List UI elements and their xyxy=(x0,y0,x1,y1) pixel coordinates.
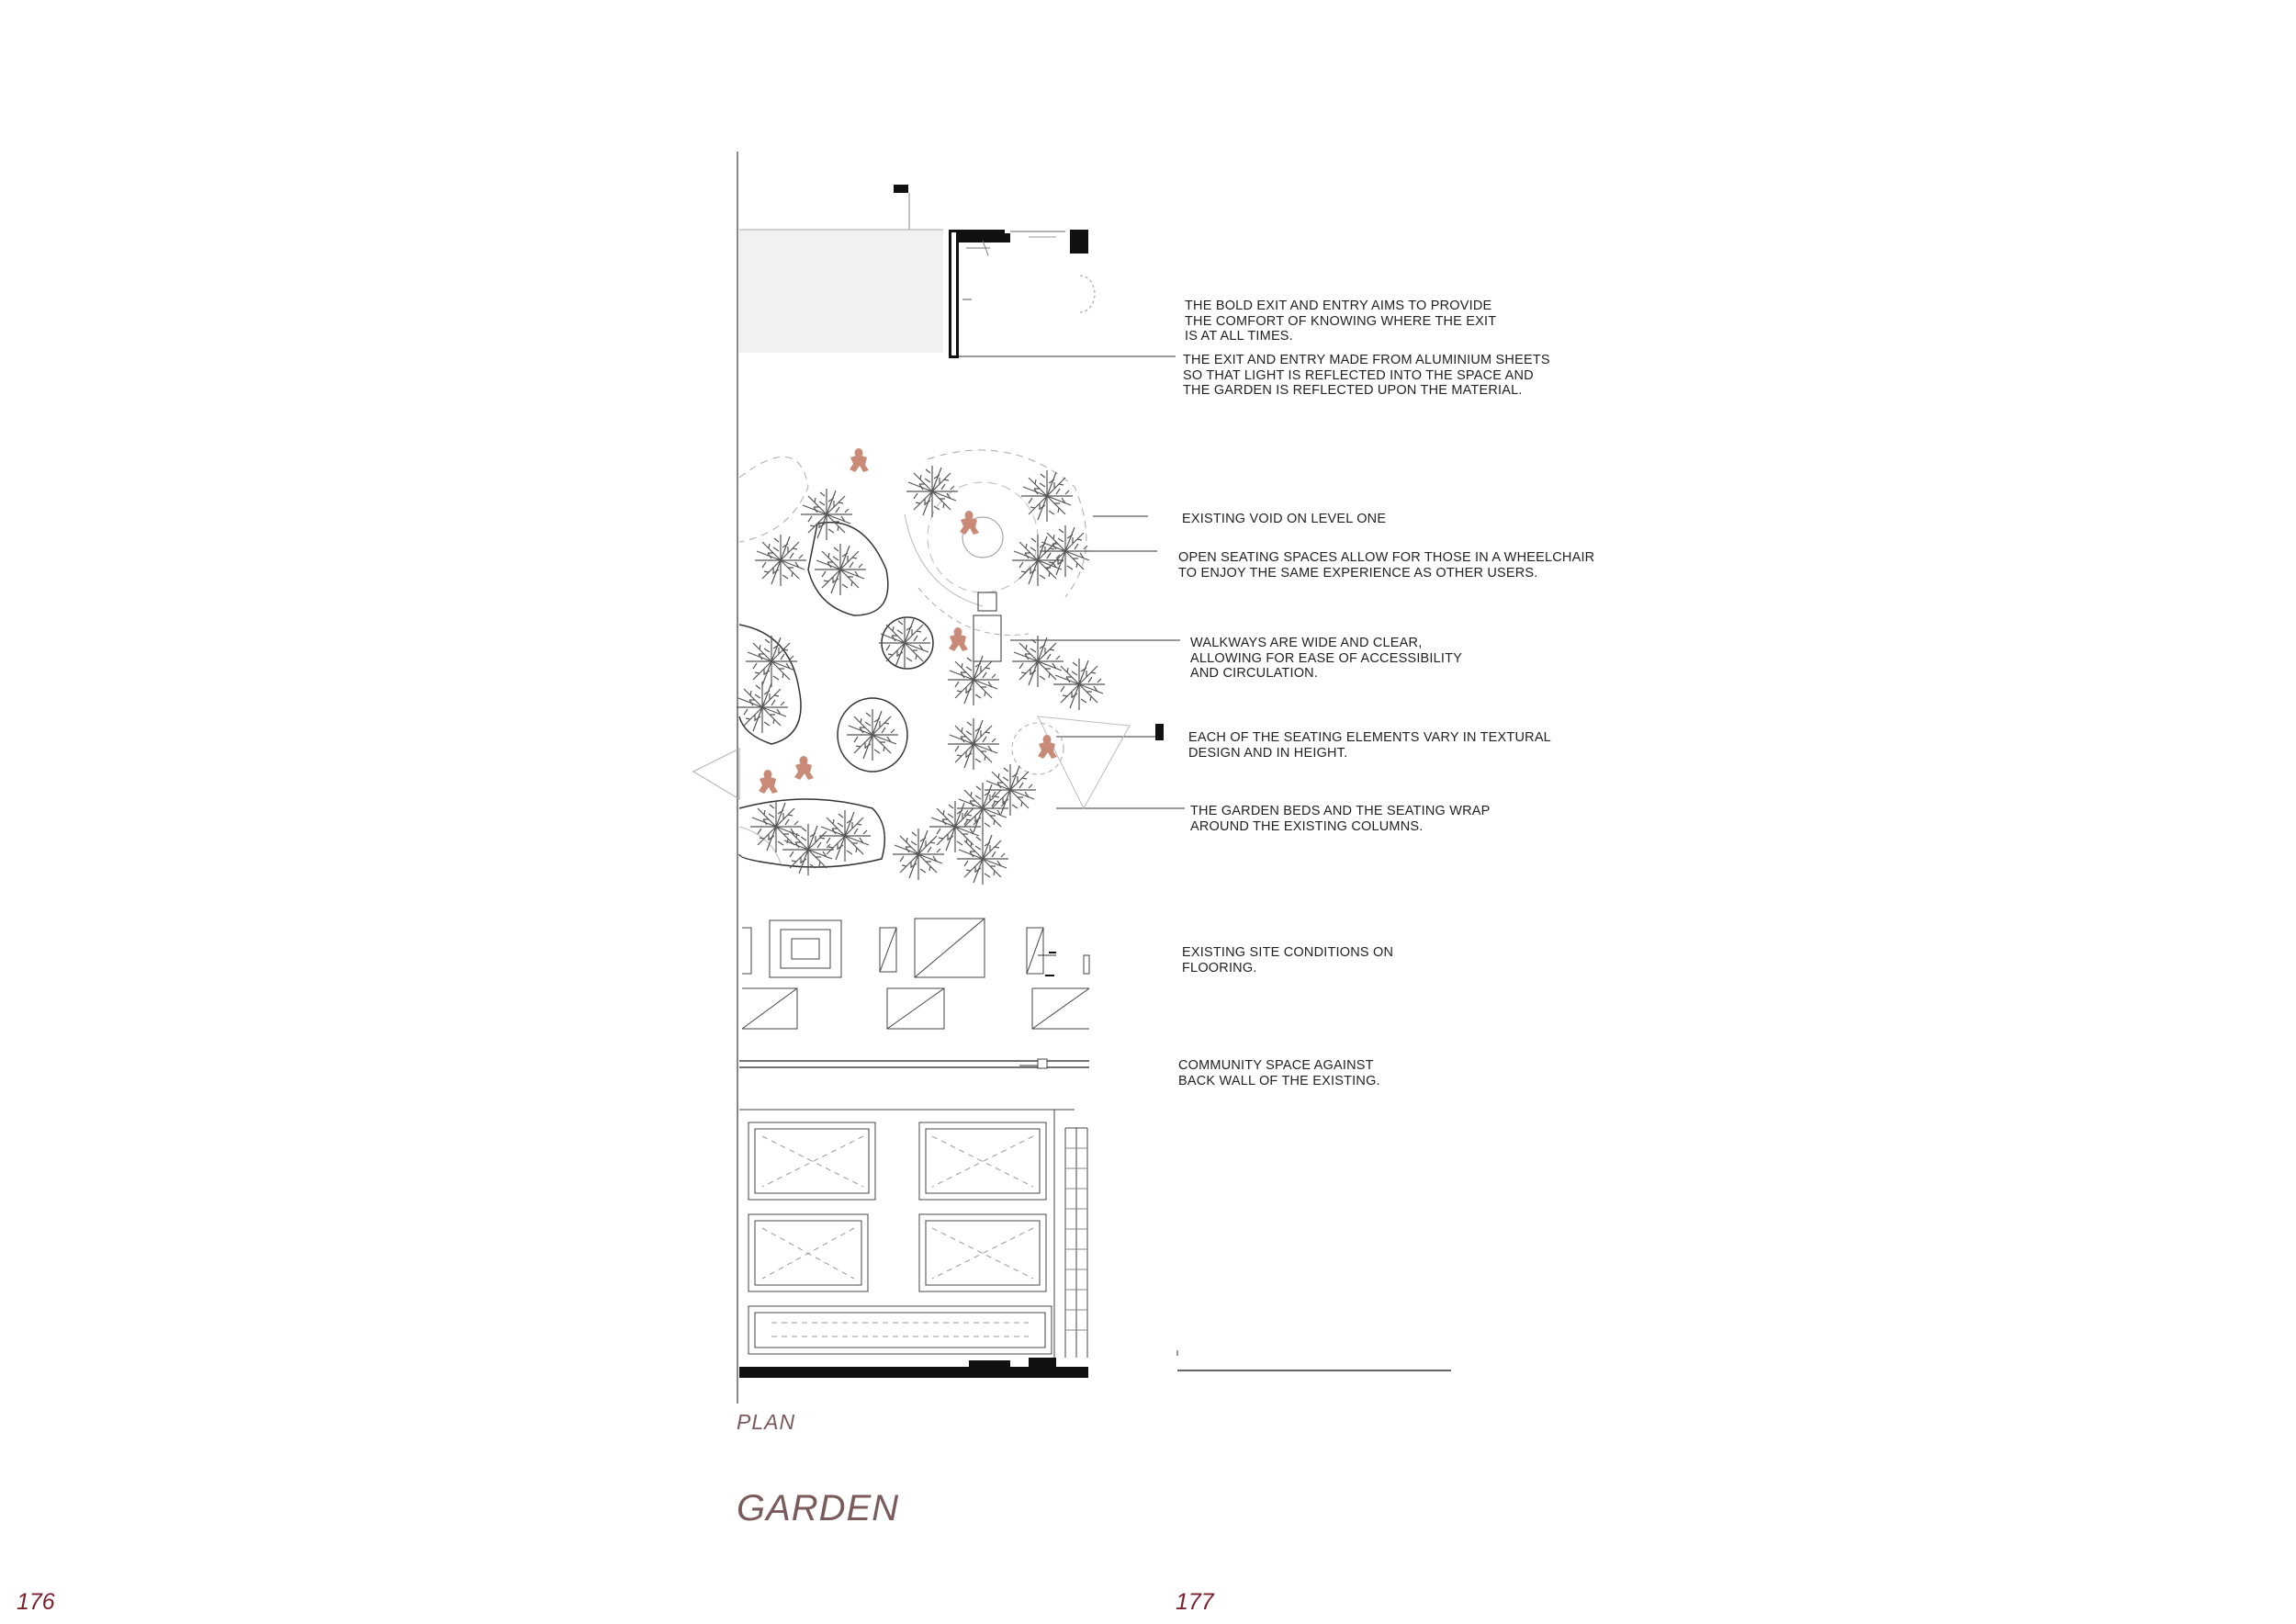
palm-plant-icon xyxy=(985,764,1036,816)
palm-plant-icon xyxy=(815,544,866,595)
annotation-seating-elements: EACH OF THE SEATING ELEMENTS VARY IN TEXTURAL DESIGN AND IN HEIGHT. xyxy=(1188,730,1551,761)
palm-plant-icon xyxy=(893,829,944,880)
palm-plant-icon xyxy=(879,617,930,669)
palm-plant-icon xyxy=(737,682,788,733)
palm-plant-icon xyxy=(948,718,999,770)
page-title: GARDEN xyxy=(737,1488,900,1528)
annotation-garden-beds: THE GARDEN BEDS AND THE SEATING WRAP AROUND THE EXISTING COLUMNS. xyxy=(1190,804,1491,834)
annotation-community-space: COMMUNITY SPACE AGAINST BACK WALL OF THE EXISTING. xyxy=(1178,1058,1380,1088)
palm-plant-icon xyxy=(929,801,981,852)
person-figure-icon xyxy=(1038,735,1057,759)
person-figure-icon xyxy=(759,770,778,794)
palm-plant-icon xyxy=(847,709,898,761)
palm-plant-icon xyxy=(1012,535,1064,586)
palm-plant-icon xyxy=(819,810,871,862)
page-number-left: 176 xyxy=(17,1589,55,1615)
palm-plant-icon xyxy=(957,833,1008,885)
palm-plant-icon xyxy=(755,535,806,586)
palm-plant-icon xyxy=(906,466,958,517)
palm-plant-icon xyxy=(801,489,852,540)
page-number-right: 177 xyxy=(1176,1589,1214,1615)
person-figure-icon xyxy=(794,756,814,780)
view-caption: PLAN xyxy=(737,1410,796,1434)
annotation-existing-void: EXISTING VOID ON LEVEL ONE xyxy=(1182,512,1387,526)
person-figure-icon xyxy=(960,511,979,535)
palm-plant-icon xyxy=(1053,659,1105,710)
person-figure-icon xyxy=(949,627,968,651)
annotation-walkways: WALKWAYS ARE WIDE AND CLEAR, ALLOWING FOR EASE OF ACCESSIBILITY AND CIRCULATION. xyxy=(1190,636,1463,681)
person-figure-icon xyxy=(850,448,869,472)
palm-plant-icon xyxy=(948,654,999,705)
palm-plant-icon xyxy=(1012,636,1064,687)
annotation-exit-comfort: THE BOLD EXIT AND ENTRY AIMS TO PROVIDE THE COMFORT OF KNOWING WHERE THE EXIT IS AT ALL TIMES. xyxy=(1185,299,1497,344)
palm-plant-icon xyxy=(746,636,797,687)
annotation-site-conditions: EXISTING SITE CONDITIONS ON FLOORING. xyxy=(1182,945,1394,976)
annotation-exit-aluminium: THE EXIT AND ENTRY MADE FROM ALUMINIUM SHEETS SO THAT LIGHT IS REFLECTED INTO THE SPACE AND THE GARDEN IS REFLECTED UPON THE MATERIAL. xyxy=(1183,353,1550,398)
palm-plant-icon xyxy=(1021,470,1073,522)
palm-plant-icon xyxy=(782,824,834,875)
annotation-open-seating: OPEN SEATING SPACES ALLOW FOR THOSE IN A WHEELCHAIR TO ENJOY THE SAME EXPERIENCE AS OTHER USERS. xyxy=(1178,550,1595,581)
